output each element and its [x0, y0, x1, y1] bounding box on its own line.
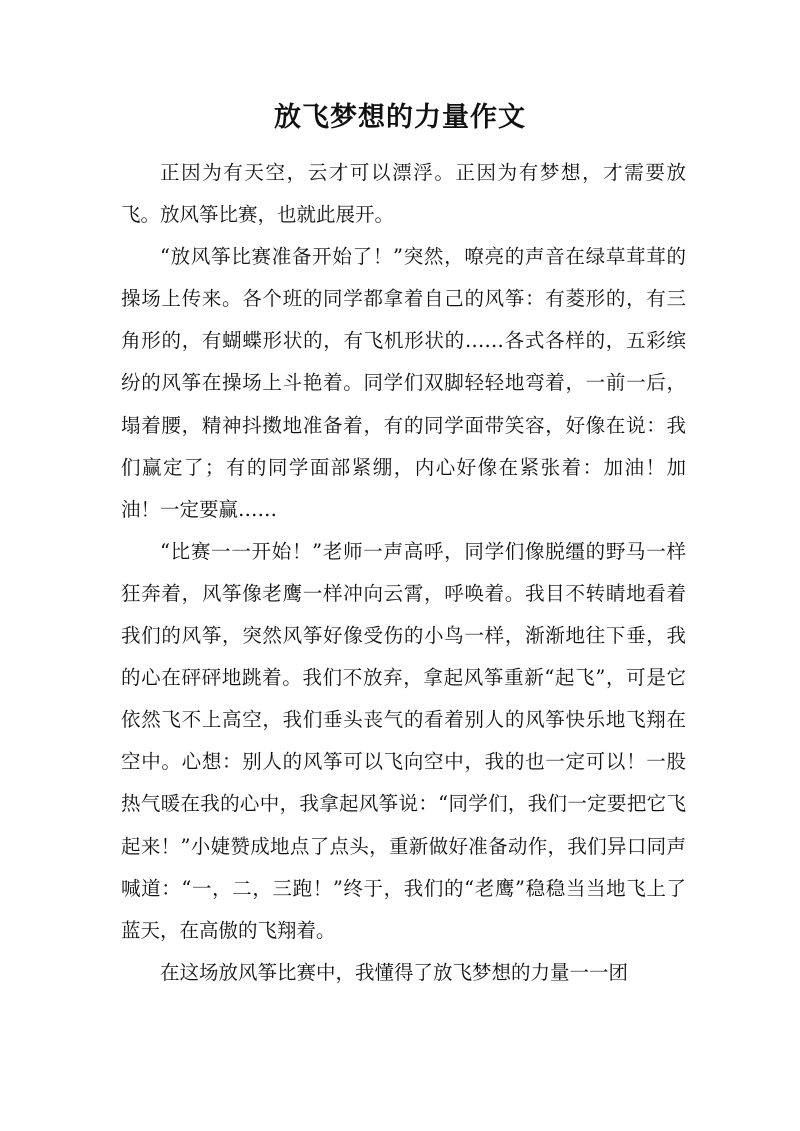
paragraph-2: “放风筝比赛准备开始了！”突然，嘹亮的声音在绿草茸茸的操场上传来。各个班的同学都拿着自己的风筝：有菱形的，有三角形的，有蝴蝶形状的，有飞机形状的……各式各样的，五彩缤纷的风筝在操场上斗艳着。同学们双脚轻轻地弯着，一前一后，塌着腰，精神抖擞地准备着，有的同学面带笑容，好像在说：我们赢定了；有的同学面部紧绷，内心好像在紧张着：加油！加油！一定要赢…… — [121, 245, 686, 521]
article-body — [121, 152, 686, 994]
paragraph-1: 正因为有天空，云才可以漂浮。正因为有梦想，才需要放飞。放风筝比赛，也就此展开。 — [121, 161, 686, 227]
paragraph-3: “比赛一一开始！”老师一声高呼，同学们像脱缰的野马一样狂奔着，风筝像老鹰一样冲向云霄，呼唤着。我目不转睛地看着我们的风筝，突然风筝好像受伤的小鸟一样，渐渐地往下垂，我的心在砰砰地跳着。我们不放弃，拿起风筝重新“起飞”，可是它依然飞不上高空，我们垂头丧气的看着别人的风筝快乐地飞翔在空中。心想：别人的风筝可以飞向空中，我的也一定可以！一股热气暖在我的心中，我拿起风筝说：“同学们，我们一定要把它飞起来！”小婕赞成地点了点头，重新做好准备动作，我们异口同声喊道：“一，二，三跑！”终于，我们的“老鹰”稳稳当当地飞上了蓝天，在高傲的飞翔着。 — [121, 539, 686, 942]
page-title: 放飞梦想的力量作文 — [274, 102, 526, 133]
paragraph-4: 在这场放风筝比赛中，我懂得了放飞梦想的力量一一团 — [160, 960, 629, 984]
